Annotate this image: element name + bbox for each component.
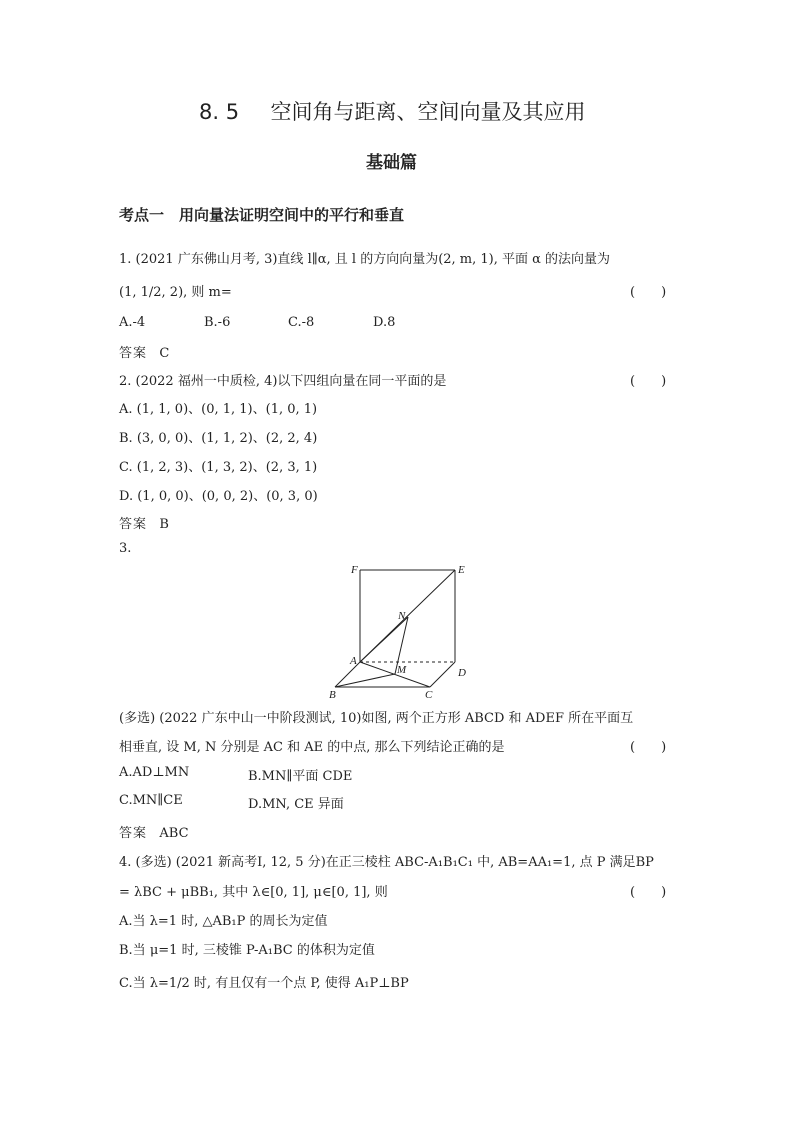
q1-answer-blank: ( ) — [630, 285, 667, 300]
q2-option-c: C. (1, 2, 3)、(1, 3, 2)、(2, 3, 1) — [119, 460, 318, 475]
q1-option-a: A.-4 — [119, 315, 146, 330]
q2-answer-blank: ( ) — [630, 374, 667, 389]
q1-line2: (1, 1/2, 2), 则 m= — [119, 285, 232, 300]
q2-option-b: B. (3, 0, 0)、(1, 1, 2)、(2, 2, 4) — [119, 431, 318, 446]
q3-option-b: B.MN∥平面 CDE — [248, 769, 353, 784]
q3-answer-blank: ( ) — [630, 740, 667, 755]
answer-value: B — [159, 517, 169, 532]
answer-label: 答案 — [119, 346, 148, 361]
q4-answer-blank: ( ) — [630, 885, 667, 900]
q4-option-a: A.当 λ=1 时, △AB₁P 的周长为定值 — [119, 914, 328, 929]
label-m: M — [397, 664, 407, 676]
q3-number: 3. — [119, 541, 132, 556]
title-number: 8. 5 — [199, 100, 240, 124]
q3-answer — [119, 822, 189, 841]
label-f: F — [351, 564, 358, 576]
q3-line2: 相垂直, 设 M, N 分别是 AC 和 AE 的中点, 那么下列结论正确的是 — [119, 740, 505, 755]
label-a: A — [350, 655, 357, 667]
geometry-figure — [325, 560, 470, 704]
page-subtitle: 基础篇 — [366, 153, 417, 173]
title-text: 空间角与距离、空间向量及其应用 — [270, 100, 586, 124]
q4-option-b: B.当 μ=1 时, 三棱锥 P-A₁BC 的体积为定值 — [119, 943, 375, 958]
q4-option-c: C.当 λ=1/2 时, 有且仅有一个点 P, 使得 A₁P⊥BP — [119, 976, 409, 991]
answer-value: C — [159, 346, 170, 361]
label-d: D — [458, 667, 466, 679]
q2-option-a: A. (1, 1, 0)、(0, 1, 1)、(1, 0, 1) — [119, 402, 318, 417]
q3-line1: (多选) (2022 广东中山一中阶段测试, 10)如图, 两个正方形 ABCD 和 ADEF 所在平面互 — [119, 711, 634, 726]
answer-value: ABC — [159, 826, 189, 841]
answer-label: 答案 — [119, 826, 148, 841]
q2-stem: 2. (2022 福州一中质检, 4)以下四组向量在同一平面的是 — [119, 374, 447, 389]
label-n: N — [398, 610, 406, 622]
q2-answer — [119, 513, 169, 532]
q3-option-a: A.AD⊥MN — [119, 765, 190, 780]
q4-line2: = λBC + μBB₁, 其中 λ∈[0, 1], μ∈[0, 1], 则 — [119, 885, 388, 900]
edge-na — [360, 617, 408, 662]
page-title — [199, 96, 585, 126]
square-planes-diagram — [325, 560, 470, 700]
q3-option-c: C.MN∥CE — [119, 793, 183, 808]
q1-option-c: C.-8 — [288, 315, 315, 330]
answer-label: 答案 — [119, 517, 148, 532]
label-e: E — [458, 564, 465, 576]
q1-line1: 1. (2021 广东佛山月考, 3)直线 l∥α, 且 l 的方向向量为(2, m, 1), 平面 α 的法向量为 — [119, 252, 611, 267]
q2-option-d: D. (1, 0, 0)、(0, 0, 2)、(0, 3, 0) — [119, 489, 318, 504]
edge-cd — [430, 662, 455, 687]
q4-line1: 4. (多选) (2021 新高考Ⅰ, 12, 5 分)在正三棱柱 ABC-A₁B₁C₁ 中, AB=AA₁=1, 点 P 满足BP — [119, 855, 654, 870]
q1-option-b: B.-6 — [204, 315, 231, 330]
q3-option-d: D.MN, CE 异面 — [248, 797, 344, 812]
label-c: C — [425, 689, 433, 700]
q1-answer — [119, 342, 169, 361]
label-b: B — [329, 689, 336, 700]
q1-option-d: D.8 — [373, 315, 396, 330]
section-heading: 考点一 用向量法证明空间中的平行和垂直 — [119, 206, 405, 224]
edge-bm — [335, 674, 395, 687]
